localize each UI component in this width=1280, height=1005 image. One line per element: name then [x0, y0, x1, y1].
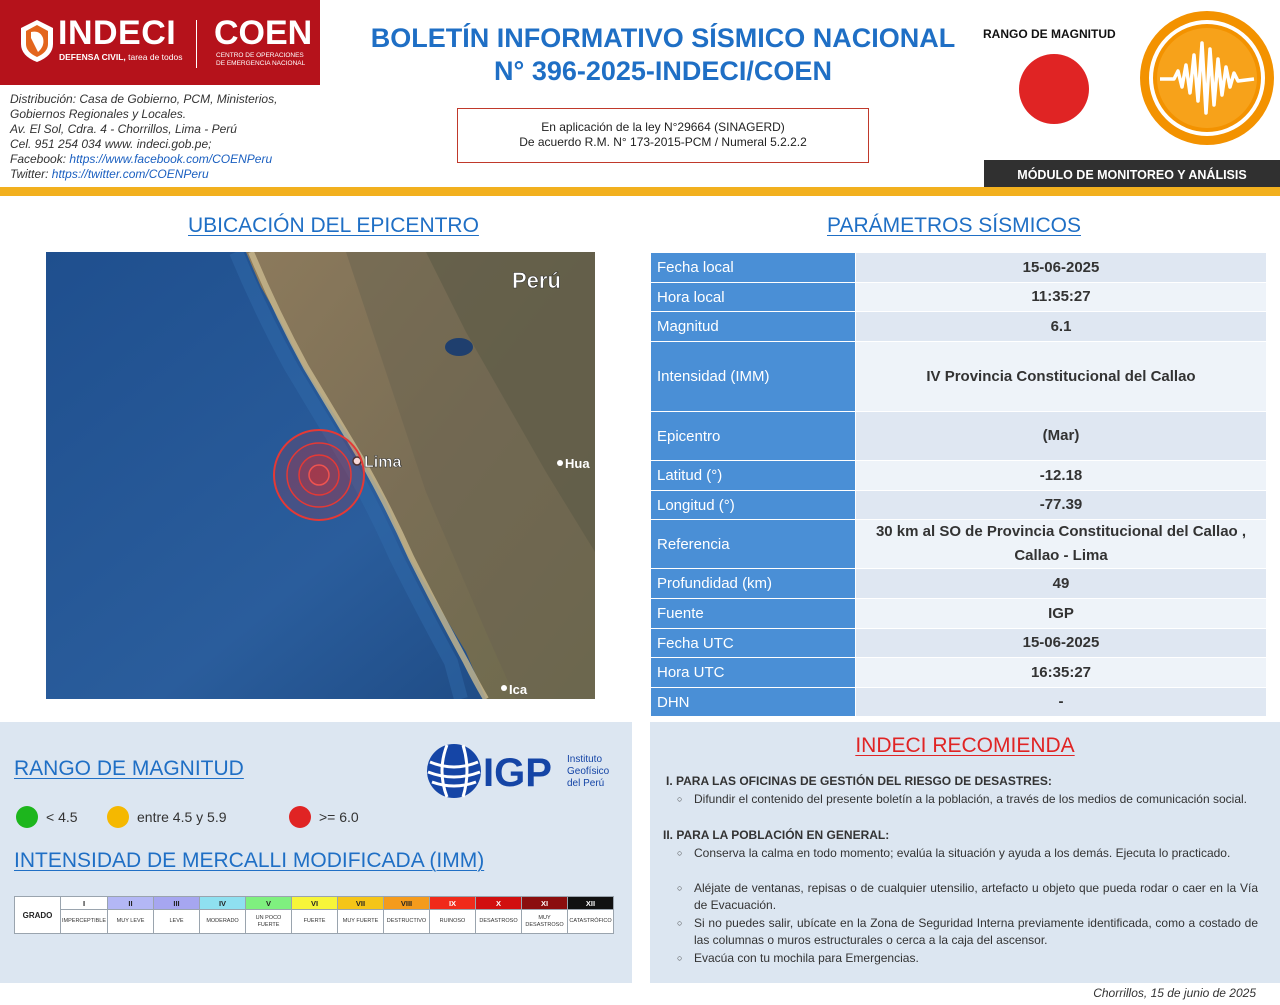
- map-city-label-lima: Lima: [364, 454, 402, 471]
- rec-heading-offices: I. PARA LAS OFICINAS DE GESTIÓN DEL RIESGO DE DESASTRES:: [666, 774, 1052, 788]
- rec-item-1: ○ Difundir el contenido del presente boletín a la población, a través de los medios de comunicación social.: [694, 791, 1258, 808]
- mercalli-grade-description: DESTRUCTIVO: [384, 910, 430, 934]
- seismic-params-table: [650, 252, 1267, 717]
- param-label: Hora local: [651, 283, 856, 312]
- param-value: 15-06-2025: [856, 629, 1267, 658]
- mercalli-grade-number: X: [476, 897, 522, 910]
- logo-divider: [196, 20, 197, 68]
- mercalli-grade-number: IX: [430, 897, 476, 910]
- mercalli-grade-description: LEVE: [154, 910, 200, 934]
- param-row: [651, 461, 1267, 491]
- mercalli-grade-description: DESASTROSO: [476, 910, 522, 934]
- magnitude-indicator-dot: [1019, 54, 1089, 124]
- mercalli-grade-number: III: [154, 897, 200, 910]
- mercalli-grade-description: MUY DESASTROSO: [522, 910, 568, 934]
- rec-heading-population: II. PARA LA POBLACIÓN EN GENERAL:: [663, 828, 890, 842]
- svg-text:IGP: IGP: [483, 751, 552, 795]
- coen-tagline: CENTRO DE OPERACIONES DE EMERGENCIA NACIONAL: [216, 52, 306, 67]
- page-title: BOLETÍN INFORMATIVO SÍSMICO NACIONAL N° 396-2025-INDECI/COEN: [370, 23, 956, 86]
- map-city-label-ica: Ica: [509, 682, 528, 697]
- mercalli-grade-description: UN POCO FUERTE: [246, 910, 292, 934]
- param-value: IGP: [856, 599, 1267, 629]
- seismograph-icon: [1138, 9, 1276, 147]
- rec-item-4: ○ Si no puedes salir, ubícate en la Zona de Seguridad Interna previamente identificada, como a costado de las columnas o muros estructurales o cerca a la caja del ascensor.: [694, 915, 1258, 949]
- mercalli-grade-number: IV: [200, 897, 246, 910]
- param-value: -12.18: [856, 461, 1267, 491]
- param-value: -77.39: [856, 491, 1267, 520]
- param-value: 30 km al SO de Provincia Constitucional del Callao , Callao - Lima: [856, 520, 1267, 569]
- mercalli-grade-number: VI: [292, 897, 338, 910]
- svg-text:del Perú: del Perú: [567, 778, 605, 789]
- legend-dot-red: [289, 806, 311, 828]
- indeci-coen-logo: [0, 0, 320, 85]
- param-label: Epicentro: [651, 412, 856, 461]
- epicenter-section-title: UBICACIÓN DEL EPICENTRO: [188, 214, 479, 237]
- param-value: IV Provincia Constitucional del Callao: [856, 342, 1267, 412]
- mercalli-grade-number: XI: [522, 897, 568, 910]
- footer-date: Chorrillos, 15 de junio de 2025: [1093, 986, 1256, 1000]
- legend-dot-yellow: [107, 806, 129, 828]
- param-label: Intensidad (IMM): [651, 342, 856, 412]
- epicenter-marker: [274, 430, 364, 520]
- mercalli-grade-description: CATASTRÓFICO: [568, 910, 614, 934]
- param-label: DHN: [651, 688, 856, 717]
- monitoring-module-bar: MÓDULO DE MONITOREO Y ANÁLISIS: [984, 160, 1280, 187]
- mercalli-grade-description: MUY LEVE: [108, 910, 154, 934]
- legend-dot-green: [16, 806, 38, 828]
- map-city-label-east: Hua: [565, 456, 590, 471]
- mercalli-grade-number: I: [61, 897, 108, 910]
- mercalli-grade-description: IMPERCEPTIBLE: [61, 910, 108, 934]
- mercalli-grade-description: MODERADO: [200, 910, 246, 934]
- igp-logo: [425, 742, 615, 800]
- param-row: [651, 688, 1267, 717]
- indeci-emblem-icon: [18, 18, 56, 64]
- param-value: 6.1: [856, 312, 1267, 342]
- coen-logo-text: COEN: [214, 14, 313, 52]
- param-row: [651, 658, 1267, 688]
- mercalli-grade-description: RUINOSO: [430, 910, 476, 934]
- param-row: [651, 342, 1267, 412]
- mercalli-grade-number: II: [108, 897, 154, 910]
- map-country-label: Perú: [512, 268, 561, 293]
- param-row: [651, 599, 1267, 629]
- param-value: 11:35:27: [856, 283, 1267, 312]
- mercalli-grade-number: XII: [568, 897, 614, 910]
- param-label: Fecha UTC: [651, 629, 856, 658]
- header-divider-band: [0, 187, 1280, 196]
- param-value: 15-06-2025: [856, 253, 1267, 283]
- param-label: Latitud (°): [651, 461, 856, 491]
- param-label: Fuente: [651, 599, 856, 629]
- magnitude-range-label: RANGO DE MAGNITUD: [983, 27, 1116, 41]
- param-row: [651, 283, 1267, 312]
- magnitude-range-title: RANGO DE MAGNITUD: [14, 757, 244, 780]
- law-notice: En aplicación de la ley N°29664 (SINAGERD) De acuerdo R.M. N° 173-2015-PCM / Numeral 5.2.2.2: [457, 108, 869, 163]
- param-label: Magnitud: [651, 312, 856, 342]
- seismic-params-section-title: PARÁMETROS SÍSMICOS: [827, 214, 1081, 237]
- epicenter-map[interactable]: [46, 252, 595, 699]
- mercalli-grade-label: GRADO: [15, 897, 61, 934]
- param-row: [651, 412, 1267, 461]
- param-value: 49: [856, 569, 1267, 599]
- twitter-link[interactable]: https://twitter.com/COENPeru: [51, 167, 209, 181]
- mercalli-grade-number: V: [246, 897, 292, 910]
- mercalli-grade-number: VII: [338, 897, 384, 910]
- legend-item-high: >= 6.0: [289, 806, 359, 828]
- indeci-logo-text: INDECI: [58, 14, 177, 52]
- mercalli-title: INTENSIDAD DE MERCALLI MODIFICADA (IMM): [14, 849, 485, 872]
- svg-text:Geofísico: Geofísico: [567, 766, 610, 777]
- rec-item-3: ○ Aléjate de ventanas, repisas o de cualquier utensilio, artefacto u objeto que pueda rodar o caer en la Vía de Evacuación.: [694, 880, 1258, 914]
- mercalli-grade-description: FUERTE: [292, 910, 338, 934]
- param-value: (Mar): [856, 412, 1267, 461]
- legend-item-low: < 4.5: [16, 806, 78, 828]
- param-row: [651, 520, 1267, 569]
- param-label: Profundidad (km): [651, 569, 856, 599]
- param-row: [651, 569, 1267, 599]
- svg-text:Instituto: Instituto: [567, 754, 603, 765]
- mercalli-grade-number: VIII: [384, 897, 430, 910]
- mercalli-scale-table: [14, 896, 614, 934]
- mercalli-grade-description: MUY FUERTE: [338, 910, 384, 934]
- facebook-link[interactable]: https://www.facebook.com/COENPeru: [69, 152, 273, 166]
- param-label: Fecha local: [651, 253, 856, 283]
- contact-info: Distribución: Casa de Gobierno, PCM, Ministerios, Gobiernos Regionales y Locales. Av. El Sol, Cdra. 4 - Chorrillos, Lima - Perú Cel. 951 254 034 www. indeci.gob.pe; Facebook: https://www.facebook.com/COENPeru Twitter: https://twitter.com/COENPeru: [10, 92, 278, 181]
- param-row: [651, 629, 1267, 658]
- param-row: [651, 312, 1267, 342]
- param-row: [651, 253, 1267, 283]
- param-label: Hora UTC: [651, 658, 856, 688]
- param-row: [651, 491, 1267, 520]
- indeci-tagline: DEFENSA CIVIL, tarea de todos: [59, 52, 183, 62]
- recommendations-title: INDECI RECOMIENDA: [855, 734, 1075, 757]
- rec-item-2: ○ Conserva la calma en todo momento; evalúa la situación y ayuda a los demás. Ejecuta lo practicado.: [694, 845, 1258, 862]
- param-value: -: [856, 688, 1267, 717]
- param-label: Longitud (°): [651, 491, 856, 520]
- param-value: 16:35:27: [856, 658, 1267, 688]
- param-label: Referencia: [651, 520, 856, 569]
- rec-item-5: ○ Evacúa con tu mochila para Emergencias.: [694, 950, 1258, 967]
- legend-item-medium: entre 4.5 y 5.9: [107, 806, 227, 828]
